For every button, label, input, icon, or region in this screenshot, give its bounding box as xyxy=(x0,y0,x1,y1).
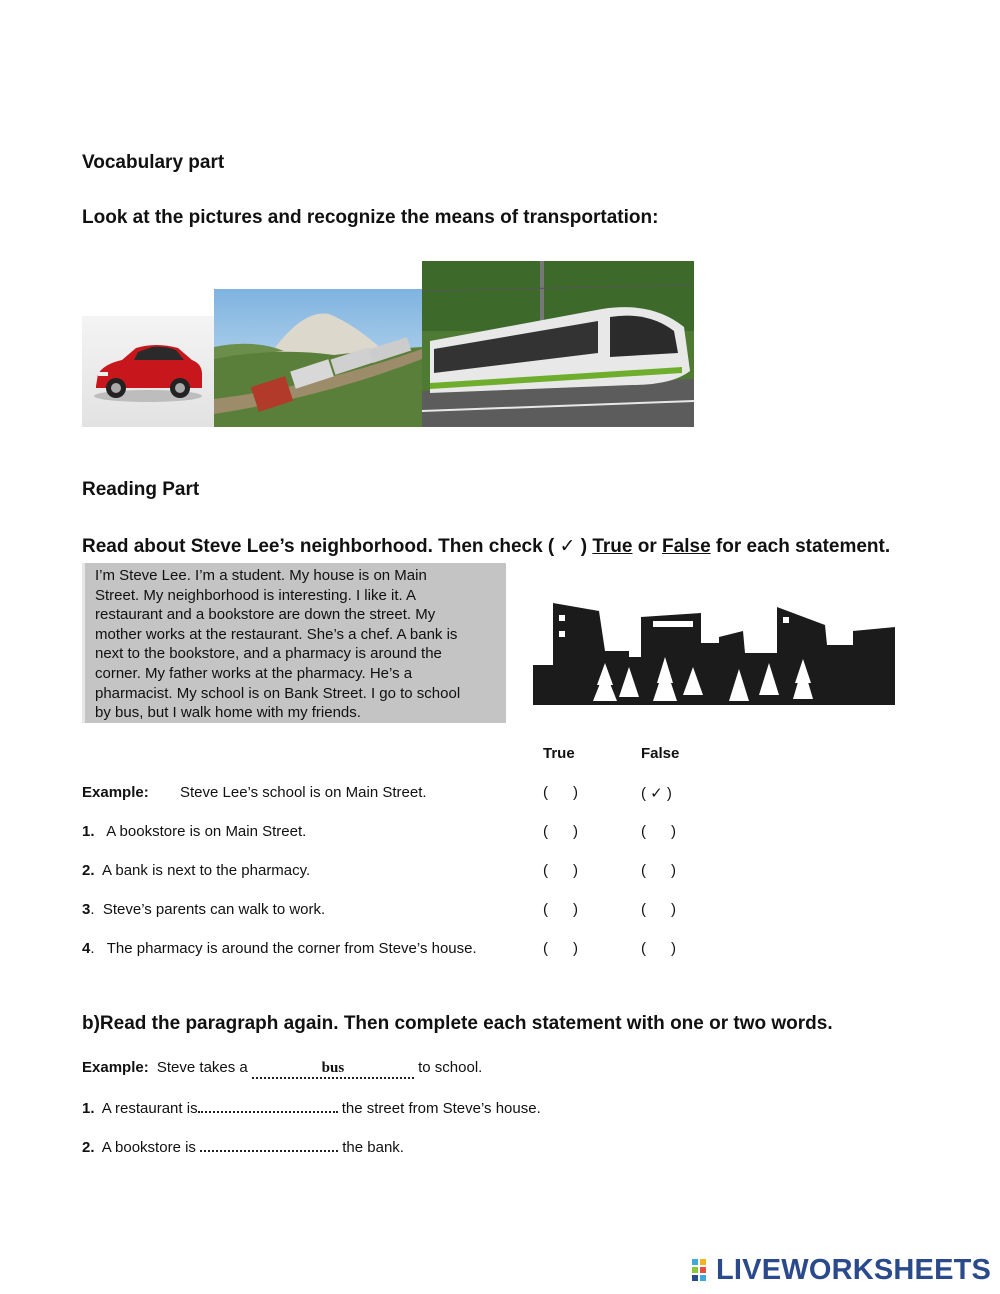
example-statement: Steve Lee’s school is on Main Street. xyxy=(180,784,427,801)
instruction-text: for each statement. xyxy=(710,536,891,557)
partb-example-text: Steve takes a xyxy=(156,1059,248,1076)
false-choice[interactable]: ( ) xyxy=(641,901,676,918)
partb-item-number: 2. xyxy=(82,1139,95,1156)
partb-example-text: to school. xyxy=(418,1059,483,1076)
statement-text: . The pharmacy is around the corner from Steve’s house. xyxy=(90,940,477,957)
true-word: True xyxy=(592,536,633,557)
answer-blank-input[interactable] xyxy=(200,1138,338,1152)
partb-item-number: 1. xyxy=(82,1100,95,1117)
answer-blank-input[interactable] xyxy=(198,1099,338,1113)
true-choice[interactable]: ( ) xyxy=(543,940,578,957)
passage-line: restaurant and a bookstore are down the street. My xyxy=(95,606,436,624)
statement-text: . Steve’s parents can walk to work. xyxy=(90,901,326,918)
partb-item xyxy=(82,1099,541,1117)
statement-row xyxy=(82,823,306,840)
partb-example xyxy=(82,1059,482,1079)
reading-instruction xyxy=(82,535,890,558)
statement-number: 1. xyxy=(82,823,95,840)
instruction-text: ) xyxy=(575,536,593,557)
partb-item-text: the bank. xyxy=(342,1139,404,1156)
passage-line: I’m Steve Lee. I’m a student. My house is on Main xyxy=(95,567,427,584)
passage-line: next to the bookstore, and a pharmacy is around the xyxy=(95,645,442,663)
partb-example-label: Example: xyxy=(82,1059,149,1076)
statement-number: 2. xyxy=(82,862,95,879)
true-choice[interactable]: ( ) xyxy=(543,901,578,918)
statement-row xyxy=(82,940,477,957)
vocabulary-heading: Vocabulary part xyxy=(82,152,225,173)
false-choice[interactable]: ( ) xyxy=(641,940,676,957)
example-label: Example: xyxy=(82,784,149,801)
statement-row xyxy=(82,901,325,918)
instruction-text: Read about Steve Lee’s neighborhood. Then check ( xyxy=(82,536,560,557)
example-false-choice[interactable]: ( ✓ ) xyxy=(641,785,672,802)
train-picture xyxy=(214,289,422,427)
city-skyline-picture xyxy=(533,603,895,705)
false-word: False xyxy=(662,536,711,557)
false-choice[interactable]: ( ) xyxy=(641,862,676,879)
example-answer-blank xyxy=(252,1060,414,1079)
partb-item xyxy=(82,1138,404,1156)
vocabulary-instruction: Look at the pictures and recognize the means of transportation: xyxy=(82,207,659,228)
partb-heading: b)Read the paragraph again. Then complete each statement with one or two words. xyxy=(82,1013,833,1034)
statement-number: 3 xyxy=(82,901,91,918)
statement-row xyxy=(82,862,310,879)
passage-line: pharmacist. My school is on Bank Street. I go to school xyxy=(95,684,461,702)
col-true-header: True xyxy=(543,745,575,762)
check-mark-icon: ✓ xyxy=(559,536,576,557)
reading-heading: Reading Part xyxy=(82,479,200,500)
tram-picture xyxy=(422,261,694,427)
example-answer: bus xyxy=(321,1060,345,1076)
partb-item-text: the street from Steve’s house. xyxy=(341,1100,541,1117)
statement-text: A bank is next to the pharmacy. xyxy=(102,862,311,879)
passage-line: corner. My father works at the pharmacy. He’s a xyxy=(95,664,413,682)
statement-number: 4 xyxy=(82,940,91,957)
partb-item-text: A bookstore is xyxy=(101,1139,196,1156)
passage-line: by bus, but I walk home with my friends. xyxy=(95,704,361,722)
example-true-choice[interactable]: ( ) xyxy=(543,784,578,801)
true-choice[interactable]: ( ) xyxy=(543,862,578,879)
reading-passage xyxy=(82,563,506,723)
statement-text: A bookstore is on Main Street. xyxy=(106,823,307,840)
partb-item-text: A restaurant is xyxy=(101,1100,198,1117)
passage-line: mother works at the restaurant. She’s a chef. A bank is xyxy=(95,625,458,643)
col-false-header: False xyxy=(641,745,680,762)
liveworksheets-brand: LIVEWORKSHEETS xyxy=(716,1254,992,1286)
true-choice[interactable]: ( ) xyxy=(543,823,578,840)
false-choice[interactable]: ( ) xyxy=(641,823,676,840)
passage-line: Street. My neighborhood is interesting. I like it. A xyxy=(95,586,416,604)
liveworksheets-logo-icon xyxy=(692,1259,714,1281)
car-picture xyxy=(82,316,214,427)
instruction-text: or xyxy=(632,536,663,557)
